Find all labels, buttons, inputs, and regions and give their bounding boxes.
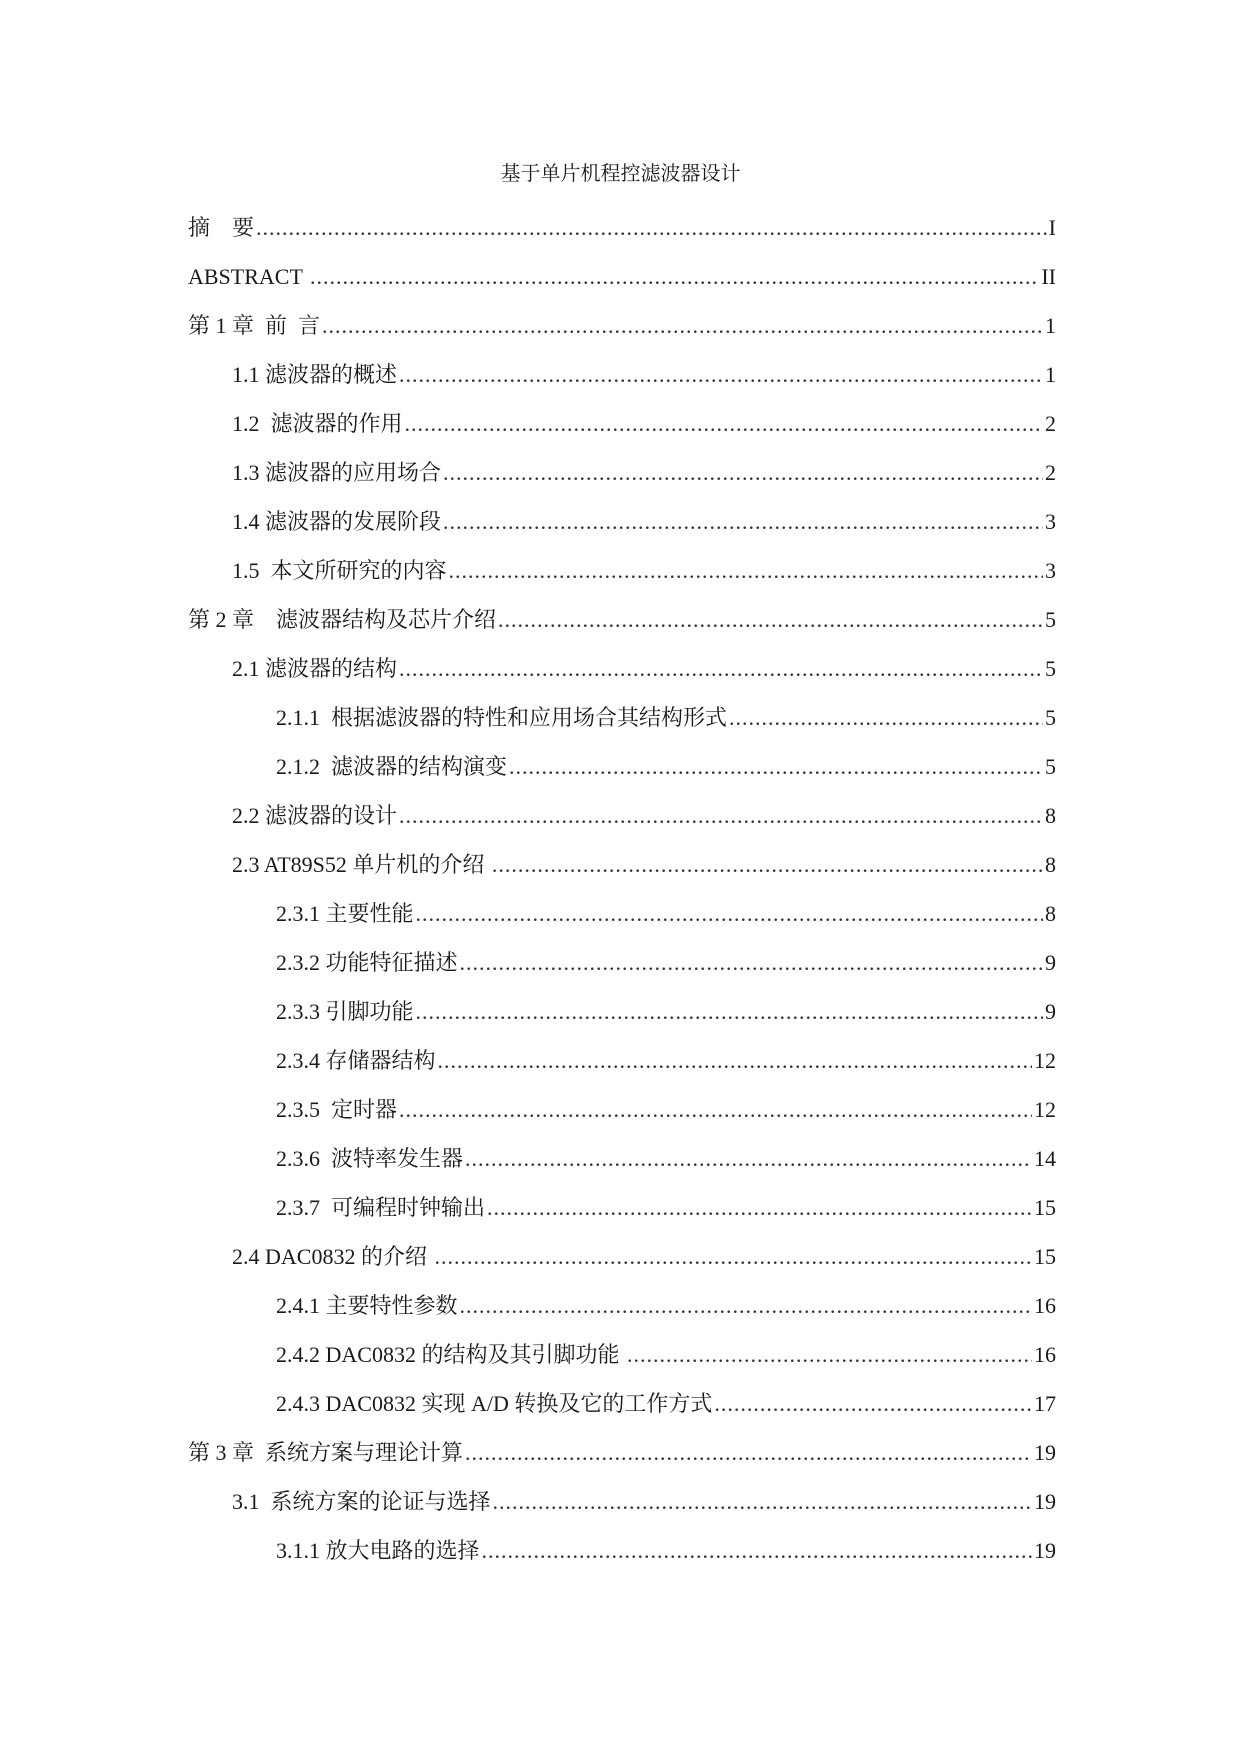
- toc-entry[interactable]: [188, 1526, 1056, 1575]
- toc-dot-leader: [627, 1330, 1032, 1379]
- toc-entry[interactable]: [188, 1281, 1056, 1330]
- toc-dot-leader: [498, 595, 1043, 644]
- toc-dot-leader: [460, 1281, 1032, 1330]
- toc-entry-label: 2.1.1 根据滤波器的特性和应用场合其结构形式: [276, 705, 728, 730]
- toc-dot-leader: [416, 987, 1043, 1036]
- toc-entry[interactable]: [188, 595, 1056, 644]
- toc-entry-label: 2.3 AT89S52 单片机的介绍: [232, 852, 490, 877]
- toc-dot-leader: [310, 252, 1039, 301]
- toc-entry[interactable]: [188, 1428, 1056, 1477]
- toc-entry-label: 第 3 章 系统方案与理论计算: [188, 1440, 464, 1465]
- toc-dot-leader: [322, 301, 1043, 350]
- toc-entry-page-number: 12: [1034, 1097, 1056, 1122]
- toc-entry[interactable]: [188, 644, 1056, 693]
- toc-entry[interactable]: [188, 252, 1056, 301]
- toc-entry[interactable]: [188, 938, 1056, 987]
- toc-entry-page-number: 8: [1045, 852, 1056, 877]
- toc-dot-leader: [465, 1428, 1032, 1477]
- toc-entry[interactable]: [188, 1379, 1056, 1428]
- toc-dot-leader: [399, 644, 1043, 693]
- table-of-contents: [188, 203, 1056, 1575]
- toc-entry-label: 2.3.4 存储器结构: [276, 1048, 436, 1073]
- toc-entry-page-number: 1: [1045, 313, 1056, 338]
- toc-entry[interactable]: [188, 1085, 1056, 1134]
- toc-entry-label: 2.3.1 主要性能: [276, 901, 414, 926]
- toc-dot-leader: [492, 840, 1043, 889]
- toc-dot-leader: [438, 1036, 1032, 1085]
- toc-dot-leader: [416, 889, 1043, 938]
- toc-entry[interactable]: [188, 742, 1056, 791]
- toc-dot-leader: [443, 497, 1043, 546]
- toc-entry-page-number: 19: [1034, 1489, 1056, 1514]
- toc-entry-page-number: 16: [1034, 1293, 1056, 1318]
- toc-entry[interactable]: [188, 791, 1056, 840]
- toc-entry-page-number: 15: [1034, 1195, 1056, 1220]
- toc-entry-page-number: 8: [1045, 901, 1056, 926]
- toc-entry-label: 1.5 本文所研究的内容: [232, 558, 447, 583]
- toc-entry-label: 1.1 滤波器的概述: [232, 362, 398, 387]
- toc-entry[interactable]: [188, 1477, 1056, 1526]
- toc-entry-page-number: 9: [1045, 999, 1056, 1024]
- toc-entry-label: 2.3.3 引脚功能: [276, 999, 414, 1024]
- toc-entry-label: 2.2 滤波器的设计: [232, 803, 398, 828]
- toc-entry-page-number: 3: [1045, 509, 1056, 534]
- toc-entry-label: 2.1.2 滤波器的结构演变: [276, 754, 508, 779]
- toc-entry-page-number: 2: [1045, 460, 1056, 485]
- toc-entry-page-number: 5: [1045, 754, 1056, 779]
- toc-dot-leader: [443, 448, 1043, 497]
- toc-entry[interactable]: [188, 889, 1056, 938]
- toc-entry-label: 2.1 滤波器的结构: [232, 656, 398, 681]
- toc-dot-leader: [405, 399, 1043, 448]
- toc-dot-leader: [449, 546, 1043, 595]
- toc-dot-leader: [434, 1232, 1032, 1281]
- toc-dot-leader: [256, 203, 1047, 252]
- toc-entry[interactable]: [188, 1232, 1056, 1281]
- toc-entry-label: 2.4.2 DAC0832 的结构及其引脚功能: [276, 1342, 625, 1367]
- toc-entry-label: 2.4.3 DAC0832 实现 A/D 转换及它的工作方式: [276, 1391, 713, 1416]
- toc-dot-leader: [493, 1477, 1032, 1526]
- toc-dot-leader: [487, 1183, 1032, 1232]
- toc-dot-leader: [399, 350, 1043, 399]
- toc-entry[interactable]: [188, 546, 1056, 595]
- toc-entry-page-number: 5: [1045, 705, 1056, 730]
- toc-entry-page-number: 16: [1034, 1342, 1056, 1367]
- toc-entry[interactable]: [188, 1183, 1056, 1232]
- toc-entry-label: 1.3 滤波器的应用场合: [232, 460, 442, 485]
- toc-entry-label: 2.3.5 定时器: [276, 1097, 398, 1122]
- toc-entry-page-number: 1: [1045, 362, 1056, 387]
- toc-entry-label: 1.4 滤波器的发展阶段: [232, 509, 442, 534]
- toc-dot-leader: [714, 1379, 1032, 1428]
- toc-entry-page-number: I: [1048, 215, 1056, 240]
- toc-entry-label: 2.3.7 可编程时钟输出: [276, 1195, 486, 1220]
- toc-dot-leader: [482, 1526, 1032, 1575]
- toc-entry-label: 第 2 章 滤波器结构及芯片介绍: [188, 607, 497, 632]
- toc-entry[interactable]: [188, 1134, 1056, 1183]
- toc-entry-page-number: 19: [1034, 1538, 1056, 1563]
- toc-entry-page-number: 15: [1034, 1244, 1056, 1269]
- toc-entry-page-number: 12: [1034, 1048, 1056, 1073]
- toc-entry-page-number: 17: [1034, 1391, 1056, 1416]
- toc-entry-label: 2.3.2 功能特征描述: [276, 950, 458, 975]
- toc-entry-page-number: 5: [1045, 656, 1056, 681]
- toc-dot-leader: [465, 1134, 1032, 1183]
- toc-entry-label: 摘 要: [188, 215, 255, 240]
- toc-entry-label: 3.1 系统方案的论证与选择: [232, 1489, 491, 1514]
- toc-entry-page-number: 14: [1034, 1146, 1056, 1171]
- toc-entry-label: 第 1 章 前 言: [188, 313, 321, 338]
- toc-entry-label: 2.4 DAC0832 的介绍: [232, 1244, 433, 1269]
- toc-dot-leader: [729, 693, 1043, 742]
- toc-dot-leader: [460, 938, 1043, 987]
- toc-entry-label: 2.4.1 主要特性参数: [276, 1293, 458, 1318]
- toc-entry[interactable]: [188, 399, 1056, 448]
- toc-entry-page-number: 19: [1034, 1440, 1056, 1465]
- toc-dot-leader: [399, 791, 1043, 840]
- toc-entry[interactable]: [188, 693, 1056, 742]
- toc-entry-page-number: 8: [1045, 803, 1056, 828]
- toc-entry-label: ABSTRACT: [188, 264, 309, 289]
- toc-entry-page-number: 5: [1045, 607, 1056, 632]
- toc-entry[interactable]: [188, 497, 1056, 546]
- toc-entry[interactable]: [188, 840, 1056, 889]
- toc-entry-page-number: 3: [1045, 558, 1056, 583]
- toc-entry[interactable]: [188, 350, 1056, 399]
- toc-dot-leader: [509, 742, 1043, 791]
- toc-entry[interactable]: [188, 203, 1056, 252]
- toc-entry[interactable]: [188, 1330, 1056, 1379]
- toc-entry-page-number: 2: [1045, 411, 1056, 436]
- toc-entry[interactable]: [188, 987, 1056, 1036]
- toc-entry[interactable]: [188, 448, 1056, 497]
- toc-entry-page-number: II: [1041, 264, 1056, 289]
- toc-dot-leader: [399, 1085, 1032, 1134]
- toc-entry[interactable]: [188, 301, 1056, 350]
- toc-entry-page-number: 9: [1045, 950, 1056, 975]
- page-title: 基于单片机程控滤波器设计: [500, 163, 741, 185]
- toc-entry[interactable]: [188, 1036, 1056, 1085]
- toc-entry-label: 2.3.6 波特率发生器: [276, 1146, 464, 1171]
- toc-entry-label: 1.2 滤波器的作用: [232, 411, 403, 436]
- toc-entry-label: 3.1.1 放大电路的选择: [276, 1538, 480, 1563]
